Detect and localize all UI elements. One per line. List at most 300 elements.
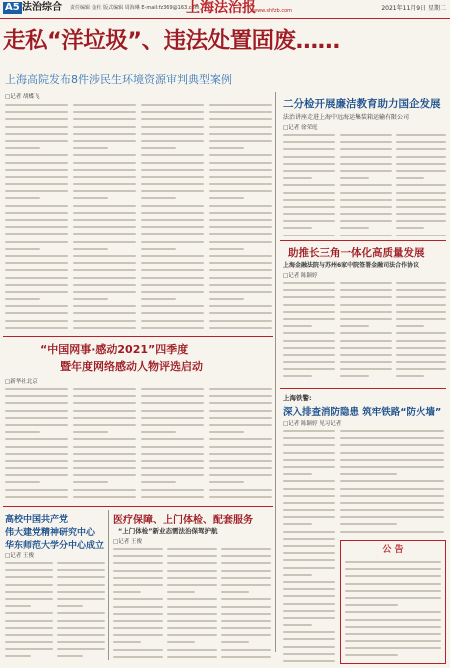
text-line: [141, 453, 204, 455]
text-line: [283, 296, 335, 298]
text-line: [283, 653, 335, 655]
text-line: [141, 417, 204, 419]
text-line: [167, 562, 217, 564]
text-line: [5, 241, 68, 243]
text-line: [167, 627, 217, 629]
text-line: [283, 156, 335, 158]
text-line: [141, 140, 204, 142]
text-line: [221, 613, 271, 615]
text-line: [5, 648, 53, 650]
text-line: [396, 340, 446, 342]
text-line: [209, 262, 272, 264]
text-line: [57, 605, 83, 607]
text-line: [283, 430, 335, 432]
text-line: [283, 318, 335, 320]
text-line: [283, 581, 335, 583]
text-line: [340, 437, 444, 439]
text-line: [209, 496, 272, 498]
article-2-subtitle: 法治讲座走进上海中远海运集装箱运输有限公司: [283, 114, 410, 121]
text-line: [396, 332, 446, 334]
text-line: [73, 183, 136, 185]
text-line: [340, 199, 392, 201]
text-line: [5, 183, 68, 185]
lead-headline: 走私“洋垃圾”、违法处置固废……: [3, 28, 340, 54]
text-line: [167, 577, 217, 579]
text-line: [141, 460, 204, 462]
text-line: [340, 296, 392, 298]
text-line: [141, 467, 204, 469]
lead-text-col-1: [5, 104, 68, 332]
text-line: [141, 320, 204, 322]
text-line: [283, 220, 335, 222]
text-line: [283, 624, 312, 626]
article-divider: [3, 336, 273, 337]
text-line: [340, 134, 392, 136]
text-line: [283, 304, 335, 306]
article-4-col-3: [396, 282, 446, 382]
article-3-col-1: [5, 388, 68, 503]
text-line: [209, 438, 272, 440]
article-6-subtitle: “上门体检”新业态需法治保驾护航: [118, 527, 218, 535]
text-line: [5, 169, 68, 171]
text-line: [209, 474, 272, 476]
text-line: [5, 446, 68, 448]
text-line: [73, 298, 108, 300]
text-line: [209, 402, 272, 404]
text-line: [57, 627, 105, 629]
text-line: [340, 495, 444, 497]
text-line: [340, 509, 444, 511]
article-5-title-line-2: 伟大建党精神研究中心: [5, 528, 96, 538]
text-line: [340, 177, 369, 179]
text-line: [73, 255, 136, 257]
text-line: [141, 248, 176, 250]
text-line: [221, 606, 271, 608]
text-line: [113, 627, 163, 629]
text-line: [167, 606, 217, 608]
text-line: [73, 284, 136, 286]
text-line: [5, 627, 53, 629]
text-line: [73, 219, 136, 221]
text-line: [209, 388, 272, 390]
text-line: [209, 327, 272, 329]
text-line: [283, 516, 335, 518]
text-line: [73, 197, 108, 199]
text-line: [5, 424, 68, 426]
text-line: [73, 320, 136, 322]
text-line: [5, 269, 68, 271]
article-6-col-2: [167, 548, 217, 662]
text-line: [113, 577, 163, 579]
text-line: [209, 111, 272, 113]
text-line: [283, 588, 335, 590]
text-line: [113, 570, 163, 572]
text-line: [209, 489, 272, 491]
text-line: [141, 277, 204, 279]
text-line: [5, 284, 68, 286]
text-line: [345, 611, 441, 613]
text-line: [340, 156, 392, 158]
text-line: [283, 495, 335, 497]
text-line: [345, 626, 441, 628]
text-line: [73, 104, 136, 106]
text-line: [5, 118, 68, 120]
text-line: [5, 305, 68, 307]
text-line: [209, 147, 244, 149]
text-line: [209, 212, 272, 214]
text-line: [396, 375, 424, 377]
text-line: [221, 562, 271, 564]
text-line: [73, 176, 136, 178]
text-line: [5, 467, 68, 469]
text-line: [396, 354, 446, 356]
text-line: [209, 183, 272, 185]
text-line: [345, 640, 441, 642]
text-line: [221, 649, 271, 651]
text-line: [5, 147, 40, 149]
text-line: [73, 126, 136, 128]
text-line: [345, 561, 441, 563]
text-line: [283, 444, 335, 446]
text-line: [340, 347, 392, 349]
text-line: [221, 591, 249, 593]
text-line: [5, 388, 68, 390]
article-2-title: 二分检开展廉洁教育助力国企发展: [283, 98, 441, 110]
text-line: [5, 598, 53, 600]
text-line: [396, 192, 446, 194]
text-line: [5, 591, 53, 593]
text-line: [340, 361, 392, 363]
text-line: [345, 633, 441, 635]
text-line: [167, 570, 217, 572]
text-line: [209, 255, 272, 257]
text-line: [73, 312, 136, 314]
text-line: [209, 219, 272, 221]
text-line: [5, 176, 68, 178]
text-line: [209, 269, 272, 271]
text-line: [340, 340, 392, 342]
text-line: [141, 241, 204, 243]
text-line: [141, 126, 204, 128]
text-line: [5, 111, 68, 113]
text-line: [283, 502, 335, 504]
text-line: [141, 424, 204, 426]
text-line: [340, 325, 369, 327]
text-line: [396, 311, 446, 313]
text-line: [113, 613, 163, 615]
text-line: [167, 613, 217, 615]
text-line: [340, 192, 392, 194]
text-line: [209, 446, 272, 448]
text-line: [141, 438, 204, 440]
editor-info: 责任编辑 金杜 版式编辑 周海琳 E-mail:fz369@163.com: [70, 5, 200, 11]
text-line: [73, 395, 136, 397]
article-6-col-1: [113, 548, 163, 662]
text-line: [209, 226, 272, 228]
text-line: [57, 591, 105, 593]
text-line: [141, 111, 204, 113]
text-line: [57, 641, 105, 643]
text-line: [5, 634, 53, 636]
column-divider: [275, 92, 276, 652]
text-line: [73, 410, 136, 412]
text-line: [340, 480, 444, 482]
newspaper-logo: 上海法治报: [186, 0, 256, 16]
text-line: [73, 277, 136, 279]
text-line: [340, 163, 392, 165]
notice-body: [345, 561, 441, 659]
issue-date: 2021年11月9日 星期二: [381, 5, 446, 12]
text-line: [5, 154, 68, 156]
text-line: [396, 170, 446, 172]
text-line: [209, 233, 272, 235]
masthead: [0, 0, 450, 19]
text-line: [73, 140, 136, 142]
text-line: [141, 183, 204, 185]
text-line: [73, 453, 136, 455]
article-6-byline: □记者 王俊: [113, 539, 142, 545]
text-line: [209, 298, 244, 300]
text-line: [396, 325, 424, 327]
text-line: [5, 576, 53, 578]
text-line: [283, 311, 335, 313]
text-line: [340, 516, 444, 518]
lead-byline: □记者 胡蝶飞: [5, 94, 40, 100]
lead-text-col-2: [73, 104, 136, 332]
text-line: [5, 612, 53, 614]
text-line: [57, 576, 105, 578]
text-line: [5, 453, 68, 455]
text-line: [5, 395, 68, 397]
text-line: [5, 233, 68, 235]
text-line: [340, 227, 369, 229]
text-line: [141, 118, 204, 120]
text-line: [5, 298, 40, 300]
text-line: [283, 361, 335, 363]
text-line: [396, 347, 446, 349]
text-line: [340, 523, 397, 525]
text-line: [73, 460, 136, 462]
text-line: [283, 631, 335, 633]
text-line: [73, 496, 136, 498]
text-line: [57, 634, 105, 636]
text-line: [141, 212, 204, 214]
text-line: [73, 233, 136, 235]
text-line: [345, 583, 441, 585]
text-line: [57, 648, 105, 650]
text-line: [209, 118, 272, 120]
text-line: [141, 402, 204, 404]
article-7-col-2: [340, 430, 444, 536]
text-line: [209, 410, 272, 412]
text-line: [396, 148, 446, 150]
article-3-byline: □新华社北京: [5, 379, 38, 385]
text-line: [283, 488, 335, 490]
text-line: [221, 620, 271, 622]
text-line: [5, 262, 68, 264]
article-4-byline: □记者 陈颖婷: [283, 273, 318, 279]
text-line: [340, 368, 392, 370]
article-3-col-4: [209, 388, 272, 503]
text-line: [396, 227, 424, 229]
text-line: [283, 325, 312, 327]
text-line: [73, 118, 136, 120]
text-line: [221, 598, 271, 600]
text-line: [340, 220, 392, 222]
text-line: [141, 104, 204, 106]
text-line: [209, 312, 272, 314]
text-line: [167, 620, 217, 622]
text-line: [221, 555, 271, 557]
text-line: [283, 347, 335, 349]
text-line: [209, 176, 272, 178]
text-line: [5, 641, 53, 643]
text-line: [283, 289, 335, 291]
text-line: [340, 452, 444, 454]
text-line: [141, 474, 204, 476]
text-line: [5, 197, 40, 199]
text-line: [345, 647, 441, 649]
text-line: [167, 641, 195, 643]
text-line: [209, 467, 272, 469]
text-line: [5, 312, 68, 314]
article-3-title-line-1: “中国网事·感动2021”四季度: [40, 343, 189, 356]
text-line: [340, 332, 392, 334]
text-line: [396, 361, 446, 363]
text-line: [141, 284, 204, 286]
article-7-kicker: 上海铁警:: [283, 394, 312, 402]
text-line: [283, 545, 335, 547]
text-line: [340, 502, 444, 504]
text-line: [209, 453, 272, 455]
text-line: [73, 248, 108, 250]
article-5-col-2: [57, 562, 105, 662]
article-3-col-3: [141, 388, 204, 503]
text-line: [209, 424, 272, 426]
text-line: [73, 162, 136, 164]
text-line: [73, 205, 136, 207]
text-line: [113, 584, 163, 586]
text-line: [340, 235, 392, 236]
text-line: [5, 655, 31, 657]
text-line: [167, 634, 217, 636]
text-line: [73, 402, 136, 404]
text-line: [73, 489, 136, 491]
text-line: [396, 156, 446, 158]
article-5-title-line-3: 华东师范大学分中心成立: [5, 541, 105, 551]
article-7-col-1: [283, 430, 335, 664]
text-line: [5, 291, 68, 293]
text-line: [209, 248, 244, 250]
text-line: [141, 305, 204, 307]
text-line: [283, 206, 335, 208]
text-line: [5, 474, 68, 476]
text-line: [5, 140, 68, 142]
text-line: [73, 417, 136, 419]
text-line: [73, 269, 136, 271]
text-line: [283, 638, 335, 640]
text-line: [209, 291, 272, 293]
text-line: [5, 410, 68, 412]
text-line: [141, 147, 176, 149]
text-line: [283, 531, 335, 533]
text-line: [340, 531, 444, 533]
text-line: [141, 154, 204, 156]
text-line: [283, 473, 312, 475]
text-line: [396, 199, 446, 201]
text-line: [209, 190, 272, 192]
text-line: [283, 437, 335, 439]
text-line: [141, 197, 176, 199]
text-line: [141, 496, 204, 498]
text-line: [283, 538, 335, 540]
text-line: [73, 474, 136, 476]
text-line: [5, 219, 68, 221]
text-line: [283, 646, 335, 648]
text-line: [5, 212, 68, 214]
text-line: [141, 169, 204, 171]
text-line: [340, 466, 444, 468]
text-line: [345, 575, 441, 577]
article-7-title: 深入排查消防隐患 筑牢铁路“防火墙”: [283, 407, 442, 418]
text-line: [221, 577, 271, 579]
text-line: [141, 255, 204, 257]
text-line: [283, 617, 335, 619]
text-line: [340, 304, 392, 306]
text-line: [283, 375, 312, 377]
text-line: [73, 481, 108, 483]
text-line: [113, 562, 163, 564]
text-line: [73, 438, 136, 440]
text-line: [5, 481, 40, 483]
text-line: [5, 277, 68, 279]
lead-subhead: 上海高院发布8件涉民生环境资源审判典型案例: [5, 73, 232, 86]
text-line: [5, 438, 68, 440]
text-line: [141, 205, 204, 207]
text-line: [73, 305, 136, 307]
text-line: [283, 340, 335, 342]
text-line: [113, 606, 163, 608]
text-line: [209, 205, 272, 207]
text-line: [283, 480, 335, 482]
text-line: [5, 327, 68, 329]
text-line: [5, 489, 68, 491]
text-line: [283, 134, 335, 136]
text-line: [113, 555, 163, 557]
newspaper-url: www.shfzb.com: [253, 8, 292, 14]
text-line: [57, 569, 105, 571]
text-line: [283, 660, 335, 662]
text-line: [340, 318, 392, 320]
text-line: [283, 459, 335, 461]
text-line: [73, 262, 136, 264]
text-line: [73, 111, 136, 113]
text-line: [283, 610, 335, 612]
text-line: [5, 402, 68, 404]
text-line: [283, 452, 335, 454]
text-line: [141, 190, 204, 192]
text-line: [283, 552, 335, 554]
text-line: [396, 213, 446, 215]
text-line: [340, 375, 369, 377]
text-line: [396, 318, 446, 320]
text-line: [209, 140, 272, 142]
article-3-col-2: [73, 388, 136, 503]
text-line: [396, 368, 446, 370]
text-line: [141, 176, 204, 178]
text-line: [57, 584, 105, 586]
text-line: [345, 568, 441, 570]
